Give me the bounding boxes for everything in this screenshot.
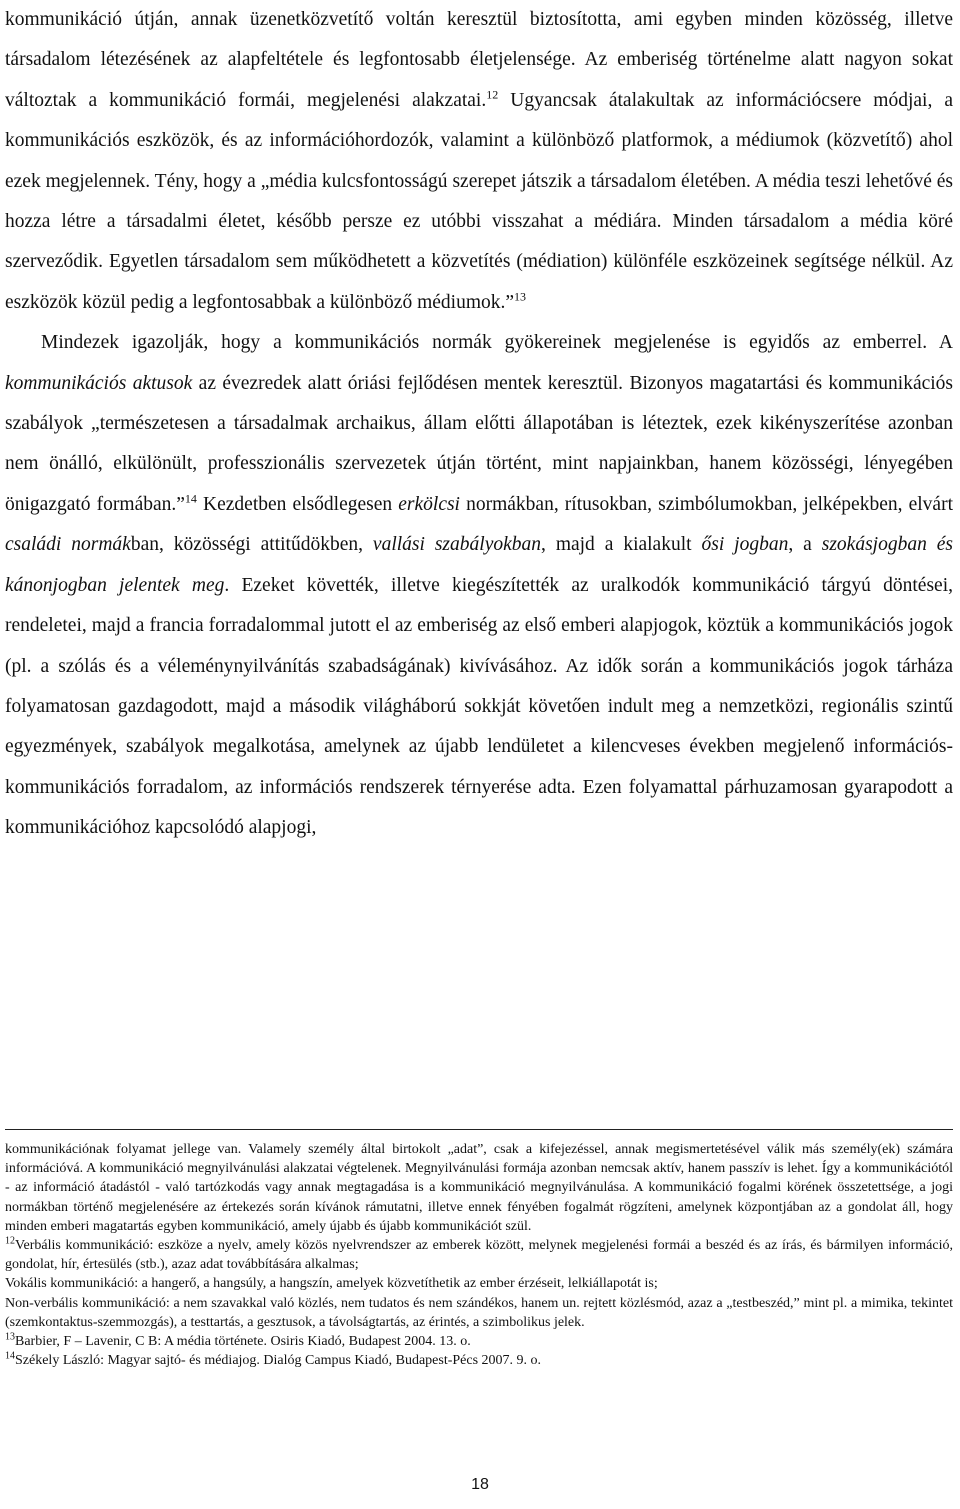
italic-term: erkölcsi [398, 493, 460, 515]
paragraph-text: , majd a kialakult [541, 534, 702, 556]
paragraph-1 [5, 0, 953, 323]
italic-term: ősi jogban [701, 534, 789, 556]
italic-term: családi normák [5, 534, 131, 556]
footnote-text: Verbális kommunikáció: eszköze a nyelv, amely közös nyelvrendszer az emberek között, melynek megjelenési formái a beszéd és az írás, és bármilyen információ, gondolat, hír, értesülés (stb.), azaz adat továbbítására alkalmas; [5, 1238, 953, 1273]
paragraph-text: ban, közösségi attitűdökben, [130, 534, 373, 556]
footnote-14 [5, 1351, 953, 1370]
footnote-text: Barbier, F – Lavenir, C B: A média története. Osiris Kiadó, Budapest 2004. 13. o. [15, 1334, 471, 1350]
footnote-text: Székely László: Magyar sajtó- és médiajog. Dialóg Campus Kiadó, Budapest-Pécs 2007. 9. o. [15, 1353, 542, 1369]
footnote-number: 13 [5, 1331, 15, 1343]
italic-term: kommunikációs aktusok [5, 372, 193, 394]
footnotes [5, 1140, 953, 1370]
footnote-number: 12 [5, 1235, 15, 1247]
paragraph-text: Ugyancsak átalakultak az információcsere módjai, a kommunikációs eszközök, és az információhordozók, valamint a különböző platformok, a médiumok (közvetítő) ahol ezek megjelennek. Tény, hogy a „média kulcsfontosságú szerepet játszik a társadalom életében. A média teszi lehetővé és hozza létre a társadalmi életet, később persze ez utóbbi visszahat a médiára. Minden társadalom a média köré szerveződik. Egyetlen társadalom sem működhetett a közvetítés (médiation) különféle eszközeinek segítsége nélkül. Az eszközök közül pedig a legfontosabbak a különböző médiumok.” [5, 89, 953, 313]
paragraph-text: Mindezek igazolják, hogy a kommunikációs normák gyökereinek megjelenése is egyidős az emberrel. A [41, 332, 953, 354]
footnote-12 [5, 1236, 953, 1274]
footnote-continuation: kommunikációnak folyamat jellege van. Valamely személy által birtokolt „adat”, csak a kifejezéssel, annak megismertetésével válik más személy(ek) számára információvá. A kommunikáció megnyilvánulási alakzatai végtelenek. Megnyilvánulási formája azonban nemcsak aktív, hanem passzív is lehet. Így a kommunikációtól - az információ átadástól - való tartózkodás vagy annak megtagadása is a kommunikáció megnyilvánulása. A kommunikáció fogalmi körének összetettsége, a jogi normákban történő megjelenésére az értekezés során kívánok rámutatni, illetve ennek fényében fogalmát rögzíteni, amelynek központjában az a gondolat áll, hogy minden emberi magatartás egyben kommunikáció, amely újabb és újabb kommunikációt szül. [5, 1142, 953, 1234]
page-number: 18 [471, 1476, 489, 1493]
footnote-ref-12[interactable]: 12 [486, 87, 499, 102]
paragraph-text: Kezdetben elsődlegesen [196, 493, 399, 515]
footnote-ref-13[interactable]: 13 [514, 289, 527, 304]
footnote-13 [5, 1332, 953, 1351]
footnote-ref-14[interactable]: 14 [184, 491, 197, 506]
italic-term: vallási szabályokban [372, 534, 542, 556]
footnote-12-nonverbal: Non-verbális kommunikáció: a nem szavakkal való közlés, nem tudatos és nem szándékos, hanem un. rejtett közlésmód, azaz a „testbeszéd,” mint pl. a mimika, tekintet (szemkontaktus-szemmozgás), a testtartás, a gesztusok, a távolságtartás, az érintés, a szimbolikus jelek. [5, 1295, 953, 1330]
body-text [5, 0, 953, 849]
paragraph-text: , a [788, 534, 822, 556]
footnote-12-vocal: Vokális kommunikáció: a hangerő, a hangsúly, a hangszín, amelyek közvetíthetik az ember érzéseit, lelkiállapotát is; [5, 1276, 658, 1292]
paragraph-text: az évezredek alatt óriási fejlődésen mentek keresztül. Bizonyos magatartási és kommunikációs szabályok „természetesen a társadalmak archaikus, állam előtti állapotában is léteztek, ezek kikényszerítése azonban nem önálló, elkülönült, professzionális szervezetek útján történt, mint napjainkban, hanem közösségi, lényegében önigazgató formában.” [5, 372, 954, 515]
italic-term: szokásjogban és kánonjogban jelentek meg [5, 534, 953, 596]
paragraph-text: kommunikáció útján, annak üzenetközvetítő voltán keresztül biztosította, ami egyben minden közösség, illetve társadalom létezésének az alapfeltétele és legfontosabb életjelensége. Az emberiség történelme alatt nagyon sokat változtak a kommunikáció formái, megjelenési alakzatai. [5, 9, 953, 111]
paragraph-text: . Ezeket követték, illetve kiegészítették az uralkodók kommunikáció tárgyú döntései, rendeletei, majd a francia forradalommal jutott el az emberiség az első emberi alapjogok, köztük a kommunikációs jogok (pl. a szólás és a véleménynyilvánítás szabadságának) kivívásához. Az idők során a kommunikációs jogok tárháza folyamatosan gazdagodott, majd a második világháború sokkját követően indult meg a nemzetközi, regionális szintű egyezmények, szabályok megalkotása, amelynek az újabb lendületet a kilencveses években megjelenő információs-kommunikációs forradalom, az információs rendszerek térnyerése adta. Ezen folyamattal párhuzamosan gyarapodott a kommunikációhoz kapcsolódó alapjogi, [5, 574, 953, 839]
paragraph-text: normákban, rítusokban, szimbólumokban, jelképekben, elvárt [459, 493, 953, 515]
footnote-number: 14 [5, 1350, 15, 1362]
paragraph-2 [5, 323, 953, 848]
footnote-separator [5, 1129, 953, 1130]
